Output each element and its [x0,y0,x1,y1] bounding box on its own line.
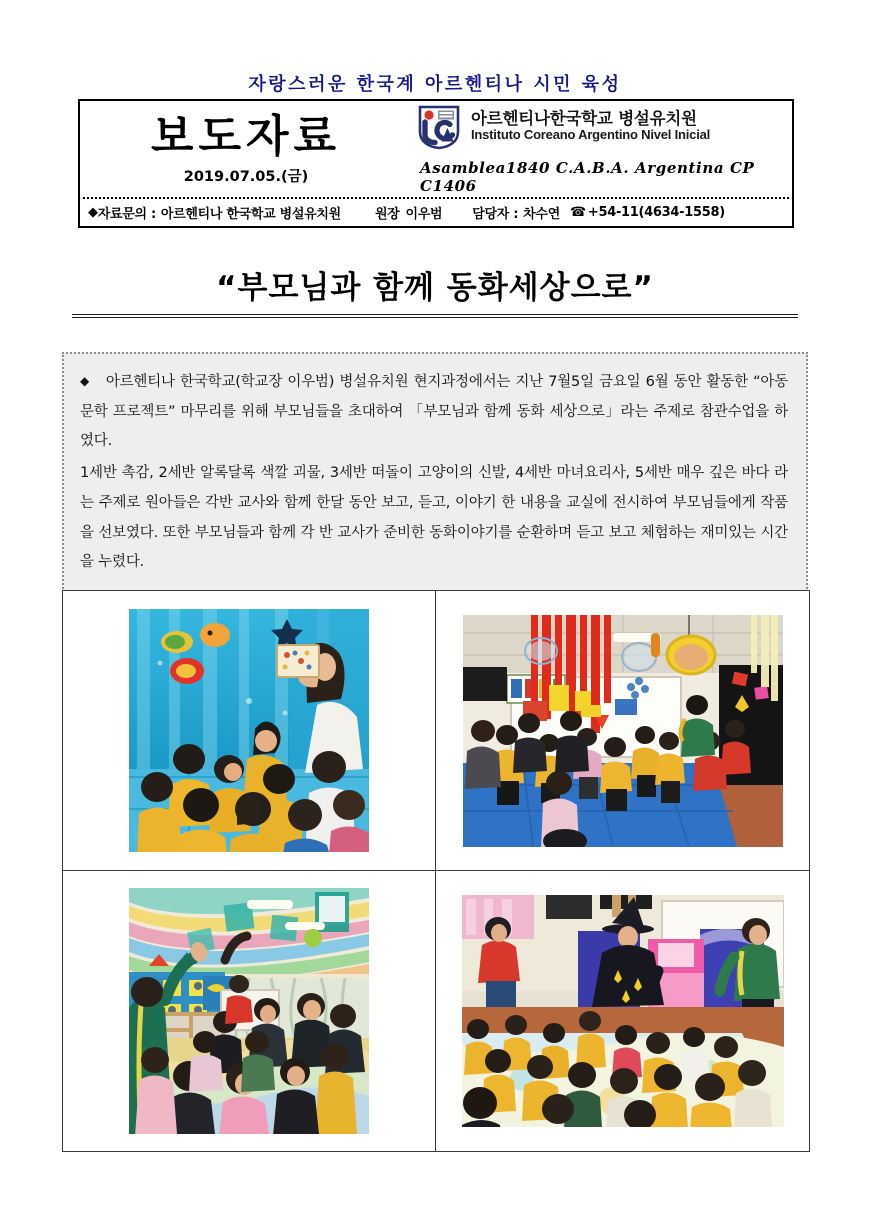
masthead-brand-block [412,101,792,197]
article-paragraph-1-text: 아르헨티나 한국학교(학교장 이우범) 병설유치원 현지과정에서는 지난 7월5일 금요일 6월 동안 활동한 “아동문학 프로젝트” 마무리를 위해 부모님들을 초대하여 「부모님과 함께 동화 세상으로」라는 주제로 참관수업을 하였다. [80,374,788,450]
inquiry-value: 아르헨티나 한국학교 병설유치원 [160,207,341,222]
photo-cell-3 [63,871,436,1151]
photo-2 [463,615,783,847]
brand-name-korean: 아르헨티나한국학교 병설유치원 [471,108,697,128]
contact-bullet-icon: ◆ [88,205,98,220]
inquiry-label: 자료문의 : [97,207,156,222]
school-address: Asamblea1840 C.A.B.A. Argentina CP C1406 [420,158,755,195]
manager-label: 담당자 : [472,207,519,222]
title-divider-rule [72,314,798,318]
masthead [78,99,794,228]
brand-row [416,104,792,150]
photo-cell-1 [63,591,436,871]
article-paragraph-1 [80,368,788,457]
page-title: “부모님과 함께 동화세상으로” [216,270,654,306]
ica-school-logo-icon [416,104,462,150]
contact-bar [80,199,792,226]
photo-1 [129,609,369,852]
brand-name-spanish: Instituto Coreano Argentino Nivel Inicial [471,127,711,143]
photo-cell-4 [436,871,809,1151]
photo-cell-2 [436,591,809,871]
photo-4 [462,895,784,1127]
document-type-title: 보도자료 [150,111,341,163]
photo-3 [129,888,369,1134]
director-value: 이우범 [405,207,443,222]
paragraph-bullet-icon: ◆ [80,374,90,388]
article-body [62,352,808,596]
brand-text [471,110,710,143]
manager-value: 차수연 [523,207,560,222]
director-label: 원장 [374,207,400,222]
page-tagline: 자랑스러운 한국계 아르헨티나 시민 육성 [248,74,622,95]
masthead-top [80,101,792,197]
article-paragraph-2 [80,459,788,578]
article-paragraph-2-text: 1세반 촉감, 2세반 알록달록 색깔 괴물, 3세반 떠돌이 고양이의 신발, 4세반 마녀요리사, 5세반 매우 깊은 바다 라는 주제로 원아들은 각반 교사와 함께 한달 동안 보고, 듣고, 이야기 한 내용을 교실에 전시하여 부모님들에게 작품을 선보였다. 또한 부모님들과 함께 각 반 교사가 준비한 동화이야기를 순환하며 듣고 보고 체험하는 재미있는 시간을 누렸다. [80,465,788,571]
photo-grid [62,590,810,1152]
issue-date: 2019.07.05.(금) [183,168,309,185]
telephone-icon: ☎ [569,205,586,220]
phone-number: +54-11(4634-1558) [587,205,725,220]
masthead-title-block [80,101,412,197]
